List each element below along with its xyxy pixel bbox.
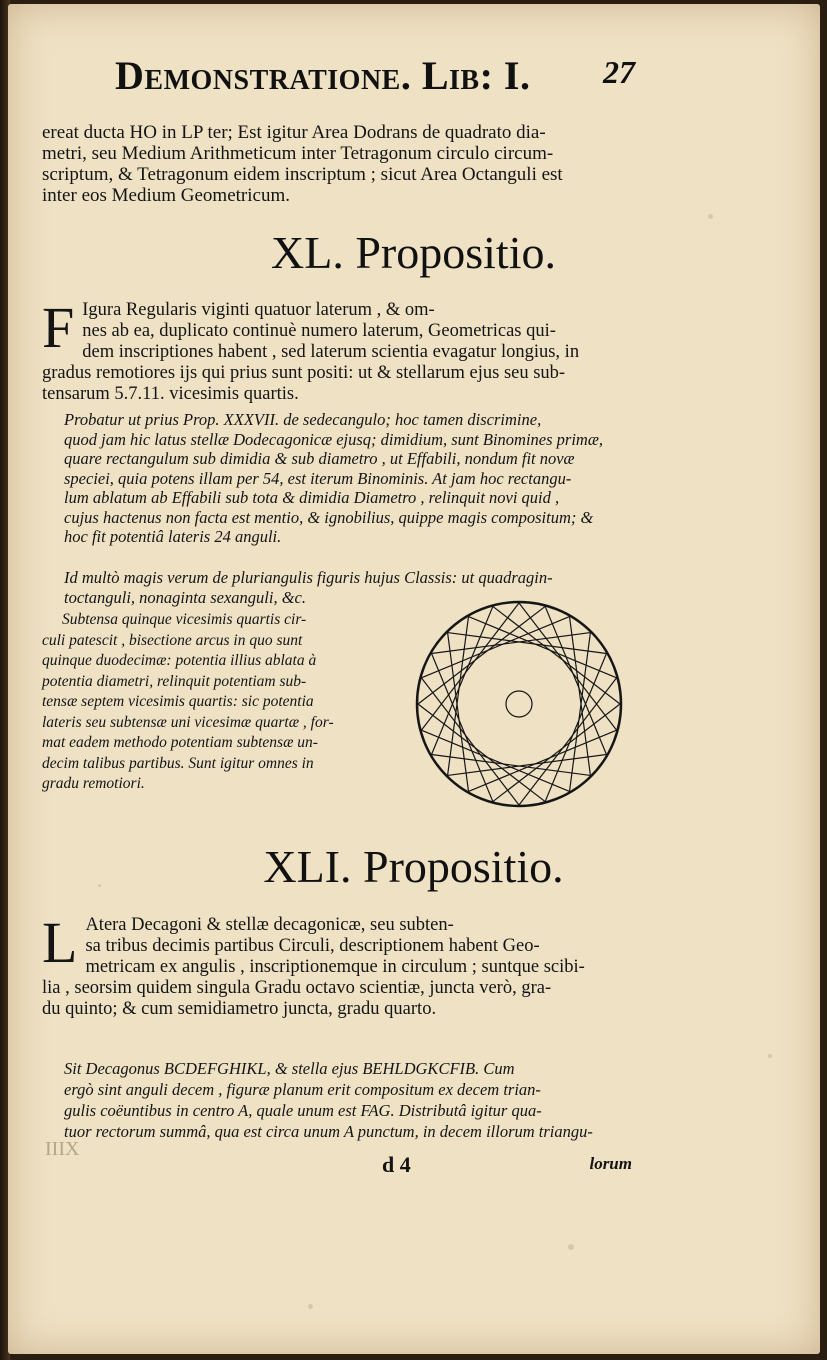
text-line: ergò sint anguli decem , figuræ planum erit compositum ex decem trian-: [64, 1080, 541, 1099]
text-line: ereat ducta HO in LP ter; Est igitur Area Dodrans de quadrato dia-: [42, 122, 546, 143]
star-chord: [493, 704, 620, 802]
text-line: scriptum, & Tetragonum eidem inscriptum ; sicut Area Octanguli est: [42, 164, 563, 185]
proposition-40-subtensa: [42, 610, 392, 795]
star-chord: [448, 617, 469, 776]
proposition-41-proof: [64, 1058, 642, 1142]
text-line: cujus hactenus non facta est mentio, & ignobilius, quippe magis compositum; &: [64, 507, 594, 527]
star-chord: [448, 633, 607, 654]
page-footer: [42, 1152, 632, 1180]
star-chord: [432, 755, 591, 776]
star-chord: [519, 678, 617, 805]
text-line: mat eadem methodo potentiam subtensæ un-: [42, 734, 318, 751]
text-line: Probatur ut prius Prop. XXXVII. de sedecangulo; hoc tamen discrimine,: [64, 410, 542, 429]
star-chord: [418, 606, 545, 704]
star-chord: [432, 654, 493, 802]
text-line: lia , seorsim quidem singula Gradu octavo scientiæ, juncta verò, gra-: [42, 978, 552, 998]
text-line: metri, seu Medium Arithmeticum inter Tetragonum circulo circum-: [42, 143, 554, 164]
drop-cap: F: [42, 295, 75, 360]
text-line: quare rectangulum sub dimidia & sub diametro , ut Effabili, nondum fit novæ: [64, 449, 575, 468]
text-line: nes ab ea, duplicato continuè numero laterum, Geometricas qui-: [82, 321, 556, 341]
text-line: hoc fit potentiâ lateris 24 anguli.: [64, 527, 282, 546]
star-chord: [570, 617, 591, 776]
catchword: lorum: [589, 1154, 632, 1173]
proposition-41-text: [42, 910, 642, 1020]
star-chord: [570, 633, 591, 792]
text-line: metricam ex angulis , inscriptionemque in circulum ; suntque scibi-: [85, 957, 585, 977]
text-line: du quinto; & cum semidiametro juncta, gradu quarto.: [42, 999, 437, 1019]
text-line: sa tribus decimis partibus Circuli, descriptionem habent Geo-: [85, 936, 540, 956]
star-polygon-figure: [412, 598, 626, 810]
text-line: tuor rectorum summâ, qua est circa unum A punctum, in decem illorum triangu-: [64, 1122, 593, 1141]
text-line: Id multò magis verum de pluriangulis figuris hujus Classis: ut quadragin-: [64, 568, 553, 587]
text-line: dem inscriptiones habent , sed laterum scientia evagatur longius, in: [82, 342, 580, 362]
proposition-40-proof: [64, 410, 642, 547]
star-chord: [421, 730, 569, 791]
star-chord: [421, 678, 519, 805]
text-line: gulis coëuntibus in centro A, quale unum est FAG. Distributâ igitur qua-: [64, 1101, 542, 1120]
text-line: Atera Decagoni & stellæ decagonicæ, seu subten-: [85, 915, 454, 935]
text-line: gradus remotiores ijs qui prius sunt positi: ut & stellarum ejus seu sub-: [42, 363, 566, 383]
proposition-40-text: [42, 295, 642, 405]
star-chord: [421, 603, 519, 730]
central-hole: [506, 691, 532, 717]
star-chord: [418, 704, 545, 802]
bleed-through-text: IIIX: [45, 1138, 80, 1160]
text-line: Sit Decagonus BCDEFGHIKL, & stella ejus BEHLDGKCFIB. Cum: [64, 1059, 515, 1078]
page-header: [115, 52, 675, 102]
proposition-41-heading: XLI. Propositio.: [263, 841, 564, 892]
proposition-40-heading: XL. Propositio.: [271, 227, 556, 278]
signature-mark: d 4: [382, 1152, 411, 1177]
text-line: Subtensa quinque vicesimis quartis cir-: [62, 611, 307, 628]
text-line: gradu remotiori.: [42, 775, 145, 792]
star-chord: [421, 617, 569, 678]
text-line: Igura Regularis viginti quatuor laterum , & om-: [82, 300, 435, 320]
text-line: culi patescit , bisectione arcus in quo sunt: [42, 631, 303, 649]
intro-text: [42, 122, 642, 206]
star-chord: [448, 755, 607, 776]
text-line: tensæ septem vicesimis quartis: sic potentia: [42, 693, 314, 710]
running-head: Demonstratione. Lib: I.: [115, 53, 531, 98]
text-line: tensarum 5.7.11. vicesimis quartis.: [42, 384, 299, 404]
star-chord: [493, 606, 620, 704]
star-chord: [545, 606, 606, 754]
text-line: speciei, quia potens illam per 54, est iterum Binominis. At jam hoc rectangu-: [64, 468, 572, 488]
drop-cap: L: [42, 910, 78, 975]
text-line: potentia diametri, relinquit potentiam sub-: [42, 672, 307, 690]
star-chord: [448, 633, 469, 792]
text-line: toctanguli, nonaginta sexanguli, &c.: [64, 587, 306, 607]
text-line: quod jam hic latus stellæ Dodecagonicæ ejusq; dimidium, sunt Binomines primæ,: [64, 429, 603, 449]
text-line: lateris seu subtensæ uni vicesimæ quartæ , for-: [42, 713, 334, 731]
star-chord: [432, 606, 493, 754]
star-chord: [432, 633, 591, 654]
star-chord: [469, 617, 617, 678]
text-line: quinque duodecimæ: potentia illius ablata à: [42, 652, 317, 669]
star-chord: [469, 730, 617, 791]
text-line: inter eos Medium Geometricum.: [42, 185, 290, 206]
star-chord: [545, 654, 606, 802]
star-chord: [519, 603, 617, 730]
text-line: lum ablatum ab Effabili sub tota & dimidia Diametro , relinquit novi quid ,: [64, 488, 560, 507]
page-number: 27: [603, 54, 635, 90]
text-line: decim talibus partibus. Sunt igitur omnes in: [42, 754, 314, 772]
